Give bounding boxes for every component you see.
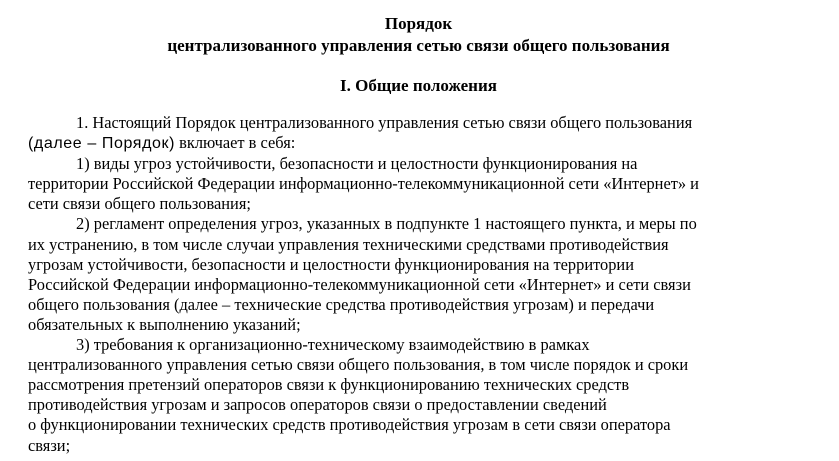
item-3-line-5: о функционировании технических средств противодействия угрозам в сети связи оператора — [28, 415, 671, 435]
title-line-1: Порядок — [384, 14, 453, 33]
item-2-line-4: Российской Федерации информационно-телекоммуникационной сети «Интернет» и сети связи — [28, 274, 691, 294]
paragraph-1-text-b: (далее – Порядок) — [28, 135, 176, 153]
item-2-line-3: угрозам устойчивости, безопасности и целостности функционирования на территории — [28, 254, 634, 274]
item-1-line-3: сети связи общего пользования; — [28, 194, 251, 214]
paragraph-1-text-c: включает в себя: — [175, 133, 296, 153]
item-2-line-2: их устранению, в том числе случаи управления техническими средствами противодействия — [28, 234, 669, 254]
document-page — [28, 13, 809, 456]
section-heading: I. Общие положения — [340, 76, 497, 95]
item-1-line-2: территории Российской Федерации информационно-телекоммуникационной сети «Интернет» и — [28, 174, 699, 194]
item-1-line-1: 1) виды угроз устойчивости, безопасности и целостности функционирования на — [76, 154, 638, 174]
item-2-line-1: 2) регламент определения угроз, указанных в подпункте 1 настоящего пункта, и меры по — [76, 214, 697, 234]
item-3-line-3: рассмотрения претензий операторов связи к функционированию технических средств — [28, 375, 630, 395]
paragraph-item-1 — [28, 154, 809, 214]
paragraph-1 — [28, 113, 809, 154]
item-3-line-1: 3) требования к организационно-техническому взаимодействию в рамках — [76, 335, 590, 355]
item-3-line-2: централизованного управления сетью связи общего пользования, в том числе порядок и сроки — [28, 355, 689, 375]
paragraph-1-text-a: 1. Настоящий Порядок централизованного управления сетью связи общего пользования — [76, 113, 693, 132]
item-3-line-4: противодействия угрозам и запросов операторов связи о предоставлении сведений — [28, 395, 607, 415]
item-2-line-5: общего пользования (далее – технические средства противодействия угрозам) и передачи — [28, 294, 655, 314]
item-2-line-6: обязательных к выполнению указаний; — [28, 314, 301, 334]
paragraph-item-2 — [28, 214, 809, 335]
document-title — [28, 13, 809, 57]
item-3-line-6: связи; — [28, 435, 71, 455]
paragraph-item-3 — [28, 335, 809, 456]
title-line-2: централизованного управления сетью связи общего пользования — [167, 36, 670, 55]
